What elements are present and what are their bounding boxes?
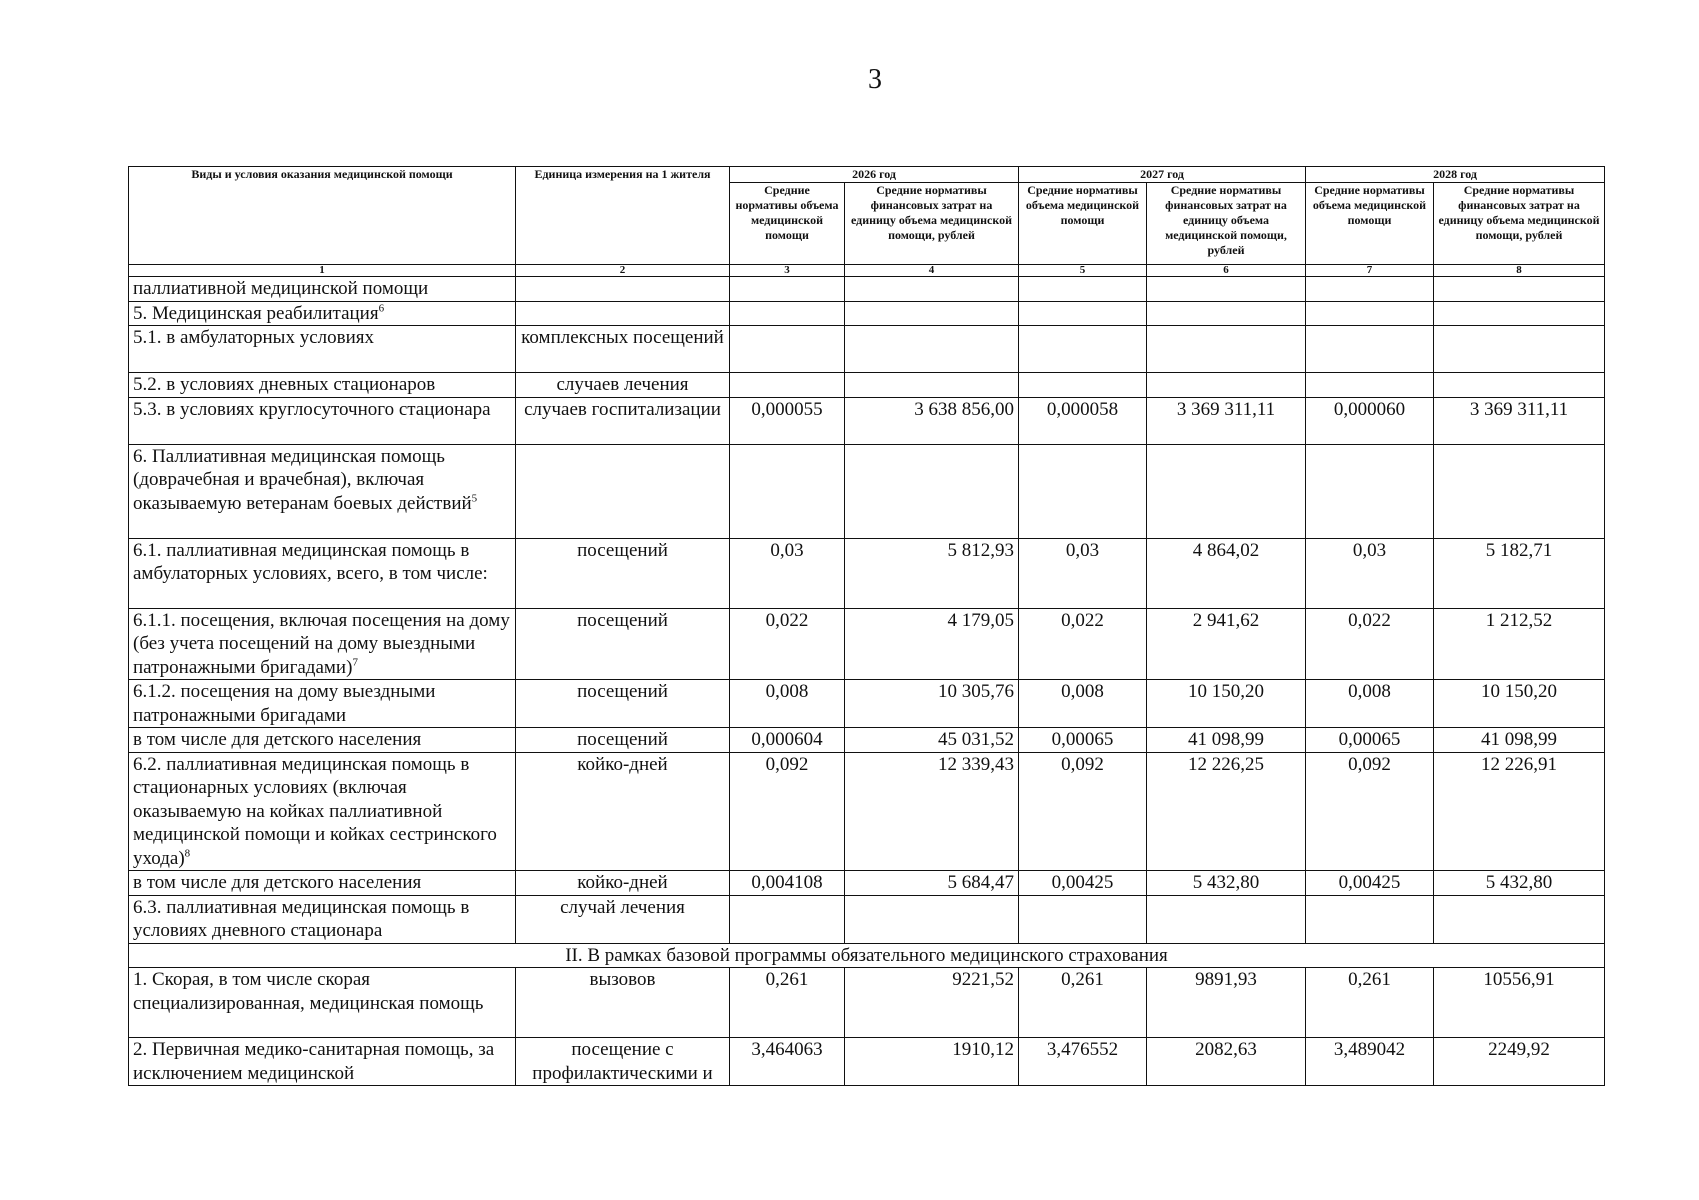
table-row	[129, 728, 1605, 753]
cost-2028-cell: 5 182,71	[1434, 538, 1605, 608]
header-2027-volume: Средние нормативы объема медицинской помощи	[1019, 183, 1147, 265]
cost-2027-cell: 9891,93	[1147, 968, 1306, 1038]
volume-2028-cell	[1306, 373, 1434, 398]
row-name: 6.1.1. посещения, включая посещения на дому (без учета посещений на дому выездными патронажными бригадами)	[133, 609, 510, 678]
header-2026-cost: Средние нормативы финансовых затрат на единицу объема медицинской помощи, рублей	[845, 183, 1019, 265]
unit-cell: посещений	[516, 608, 730, 680]
cost-2026-cell: 9221,52	[845, 968, 1019, 1038]
cost-2027-cell	[1147, 301, 1306, 326]
table-row	[129, 608, 1605, 680]
volume-2027-cell	[1019, 444, 1147, 538]
row-name-cell	[129, 895, 516, 943]
volume-2026-cell: 0,000604	[730, 728, 845, 753]
table-row	[129, 871, 1605, 896]
volume-2026-cell: 3,464063	[730, 1038, 845, 1086]
header-2028-cost: Средние нормативы финансовых затрат на единицу объема медицинской помощи, рублей	[1434, 183, 1605, 265]
table-row	[129, 680, 1605, 728]
table-body	[129, 277, 1605, 1086]
unit-cell: посещений	[516, 680, 730, 728]
cost-2028-cell: 10556,91	[1434, 968, 1605, 1038]
cost-2026-cell: 5 812,93	[845, 538, 1019, 608]
row-name-cell	[129, 301, 516, 326]
volume-2028-cell: 0,00065	[1306, 728, 1434, 753]
cost-2027-cell	[1147, 895, 1306, 943]
table-row	[129, 968, 1605, 1038]
header-year-2028: 2028 год	[1306, 167, 1605, 183]
footnote-ref: 5	[471, 492, 478, 505]
row-name: 6.2. паллиативная медицинская помощь в стационарных условиях (включая оказываемую на койках паллиативной медицинской помощи и койках сестринского ухода)	[133, 753, 497, 869]
unit-cell: посещение с профилактическими и	[516, 1038, 730, 1086]
table-row	[129, 301, 1605, 326]
volume-2027-cell: 0,00425	[1019, 871, 1147, 896]
cost-2028-cell: 5 432,80	[1434, 871, 1605, 896]
row-name: 1. Скорая, в том числе скорая специализированная, медицинская помощь	[133, 969, 484, 1014]
column-number: 8	[1434, 265, 1605, 277]
table-row	[129, 895, 1605, 943]
volume-2028-cell: 0,00425	[1306, 871, 1434, 896]
cost-2028-cell: 10 150,20	[1434, 680, 1605, 728]
volume-2026-cell	[730, 373, 845, 398]
volume-2026-cell	[730, 277, 845, 302]
cost-2027-cell: 3 369 311,11	[1147, 397, 1306, 444]
cost-2028-cell: 3 369 311,11	[1434, 397, 1605, 444]
volume-2027-cell: 0,261	[1019, 968, 1147, 1038]
header-year-2026: 2026 год	[730, 167, 1019, 183]
volume-2026-cell	[730, 301, 845, 326]
unit-cell: случаев лечения	[516, 373, 730, 398]
cost-2027-cell: 41 098,99	[1147, 728, 1306, 753]
unit-cell	[516, 444, 730, 538]
row-name: 5.3. в условиях круглосуточного стационара	[133, 398, 491, 420]
unit-cell: посещений	[516, 728, 730, 753]
volume-2028-cell	[1306, 895, 1434, 943]
header-2028-volume: Средние нормативы объема медицинской помощи	[1306, 183, 1434, 265]
unit-cell: вызовов	[516, 968, 730, 1038]
row-name-cell	[129, 680, 516, 728]
unit-cell: посещений	[516, 538, 730, 608]
volume-2026-cell: 0,092	[730, 752, 845, 871]
volume-2027-cell: 0,03	[1019, 538, 1147, 608]
volume-2027-cell	[1019, 277, 1147, 302]
volume-2027-cell: 0,000058	[1019, 397, 1147, 444]
row-name-cell	[129, 968, 516, 1038]
volume-2028-cell: 0,000060	[1306, 397, 1434, 444]
header-2027-cost: Средние нормативы финансовых затрат на единицу объема медицинской помощи, рублей	[1147, 183, 1306, 265]
table-row	[129, 1038, 1605, 1086]
header-2026-volume: Средние нормативы объема медицинской помощи	[730, 183, 845, 265]
row-name-cell	[129, 752, 516, 871]
cost-2026-cell	[845, 444, 1019, 538]
unit-cell: случай лечения	[516, 895, 730, 943]
volume-2027-cell: 0,092	[1019, 752, 1147, 871]
row-name: 5. Медицинская реабилитация	[133, 302, 379, 324]
header-kind-conditions: Виды и условия оказания медицинской помощи	[129, 167, 516, 265]
header-year-2027: 2027 год	[1019, 167, 1306, 183]
volume-2028-cell: 0,092	[1306, 752, 1434, 871]
volume-2027-cell: 0,008	[1019, 680, 1147, 728]
volume-2026-cell	[730, 895, 845, 943]
table-row	[129, 326, 1605, 373]
cost-2026-cell: 5 684,47	[845, 871, 1019, 896]
volume-2026-cell: 0,004108	[730, 871, 845, 896]
unit-cell: койко-дней	[516, 871, 730, 896]
volume-2028-cell: 0,03	[1306, 538, 1434, 608]
volume-2028-cell	[1306, 301, 1434, 326]
volume-2026-cell: 0,000055	[730, 397, 845, 444]
cost-2028-cell: 12 226,91	[1434, 752, 1605, 871]
cost-2027-cell: 4 864,02	[1147, 538, 1306, 608]
volume-2026-cell: 0,03	[730, 538, 845, 608]
volume-2026-cell: 0,008	[730, 680, 845, 728]
cost-2028-cell: 1 212,52	[1434, 608, 1605, 680]
cost-2026-cell: 3 638 856,00	[845, 397, 1019, 444]
column-number: 1	[129, 265, 516, 277]
row-name: паллиативной медицинской помощи	[133, 278, 429, 299]
column-number: 6	[1147, 265, 1306, 277]
cost-2028-cell	[1434, 444, 1605, 538]
cost-2028-cell	[1434, 301, 1605, 326]
cost-2027-cell: 12 226,25	[1147, 752, 1306, 871]
volume-2028-cell	[1306, 326, 1434, 373]
footnote-ref: 6	[378, 302, 385, 315]
cost-2027-cell	[1147, 444, 1306, 538]
table-row	[129, 538, 1605, 608]
column-number: 3	[730, 265, 845, 277]
cost-2028-cell	[1434, 277, 1605, 302]
cost-2027-cell: 2082,63	[1147, 1038, 1306, 1086]
section-row	[129, 943, 1605, 968]
table-row	[129, 277, 1605, 302]
volume-2027-cell: 3,476552	[1019, 1038, 1147, 1086]
row-name-cell	[129, 373, 516, 398]
volume-2026-cell: 0,022	[730, 608, 845, 680]
header-unit: Единица измерения на 1 жителя	[516, 167, 730, 265]
unit-cell: случаев госпитализации	[516, 397, 730, 444]
row-name: 5.1. в амбулаторных условиях	[133, 327, 374, 348]
row-name: 6.1.2. посещения на дому выездными патронажными бригадами	[133, 681, 436, 726]
volume-2027-cell	[1019, 301, 1147, 326]
cost-2027-cell: 2 941,62	[1147, 608, 1306, 680]
table-row	[129, 752, 1605, 871]
table-row	[129, 397, 1605, 444]
cost-2028-cell: 2249,92	[1434, 1038, 1605, 1086]
section-title: II. В рамках базовой программы обязательного медицинского страхования	[129, 943, 1605, 968]
column-number: 4	[845, 265, 1019, 277]
page-number: 3	[868, 64, 882, 95]
cost-2026-cell: 10 305,76	[845, 680, 1019, 728]
row-name-cell	[129, 397, 516, 444]
volume-2026-cell	[730, 326, 845, 373]
cost-2026-cell	[845, 277, 1019, 302]
row-name: 5.2. в условиях дневных стационаров	[133, 374, 436, 395]
row-name-cell	[129, 1038, 516, 1086]
cost-2026-cell	[845, 326, 1019, 373]
row-name-cell	[129, 538, 516, 608]
cost-2028-cell	[1434, 895, 1605, 943]
table-row	[129, 444, 1605, 538]
footnote-ref: 7	[352, 656, 358, 669]
volume-2026-cell	[730, 444, 845, 538]
cost-2026-cell	[845, 895, 1019, 943]
cost-2028-cell	[1434, 373, 1605, 398]
unit-cell	[516, 301, 730, 326]
volume-2028-cell: 0,022	[1306, 608, 1434, 680]
cost-2027-cell	[1147, 277, 1306, 302]
column-number: 5	[1019, 265, 1147, 277]
row-name: 6.3. паллиативная медицинская помощь в условиях дневного стационара	[133, 896, 470, 941]
medical-norms-table	[128, 166, 1605, 1086]
row-name-cell	[129, 871, 516, 896]
row-name: 6. Паллиативная медицинская помощь (доврачебная и врачебная), включая оказываемую ветеранам боевых действий	[133, 445, 472, 514]
volume-2028-cell: 0,008	[1306, 680, 1434, 728]
column-number: 2	[516, 265, 730, 277]
row-name-cell	[129, 326, 516, 373]
row-name-cell	[129, 444, 516, 538]
row-name: 2. Первичная медико-санитарная помощь, за исключением медицинской	[133, 1039, 495, 1084]
volume-2027-cell	[1019, 895, 1147, 943]
volume-2028-cell	[1306, 277, 1434, 302]
cost-2028-cell	[1434, 326, 1605, 373]
column-number: 7	[1306, 265, 1434, 277]
row-name: в том числе для детского населения	[133, 872, 422, 893]
volume-2027-cell	[1019, 373, 1147, 398]
row-name-cell	[129, 608, 516, 680]
cost-2026-cell: 1910,12	[845, 1038, 1019, 1086]
cost-2027-cell: 10 150,20	[1147, 680, 1306, 728]
volume-2028-cell	[1306, 444, 1434, 538]
row-name: 6.1. паллиативная медицинская помощь в амбулаторных условиях, всего, в том числе:	[133, 539, 488, 584]
table-row	[129, 373, 1605, 398]
cost-2026-cell	[845, 373, 1019, 398]
volume-2026-cell: 0,261	[730, 968, 845, 1038]
cost-2027-cell	[1147, 326, 1306, 373]
cost-2026-cell: 12 339,43	[845, 752, 1019, 871]
volume-2027-cell: 0,00065	[1019, 728, 1147, 753]
cost-2027-cell	[1147, 373, 1306, 398]
cost-2027-cell: 5 432,80	[1147, 871, 1306, 896]
cost-2026-cell: 45 031,52	[845, 728, 1019, 753]
cost-2026-cell	[845, 301, 1019, 326]
unit-cell: койко-дней	[516, 752, 730, 871]
unit-cell	[516, 277, 730, 302]
volume-2028-cell: 3,489042	[1306, 1038, 1434, 1086]
cost-2028-cell: 41 098,99	[1434, 728, 1605, 753]
volume-2027-cell: 0,022	[1019, 608, 1147, 680]
row-name: в том числе для детского населения	[133, 729, 422, 750]
volume-2027-cell	[1019, 326, 1147, 373]
column-numbers-row	[129, 265, 1605, 277]
footnote-ref: 8	[184, 847, 191, 860]
row-name-cell	[129, 277, 516, 302]
volume-2028-cell: 0,261	[1306, 968, 1434, 1038]
row-name-cell	[129, 728, 516, 753]
unit-cell: комплексных посещений	[516, 326, 730, 373]
cost-2026-cell: 4 179,05	[845, 608, 1019, 680]
